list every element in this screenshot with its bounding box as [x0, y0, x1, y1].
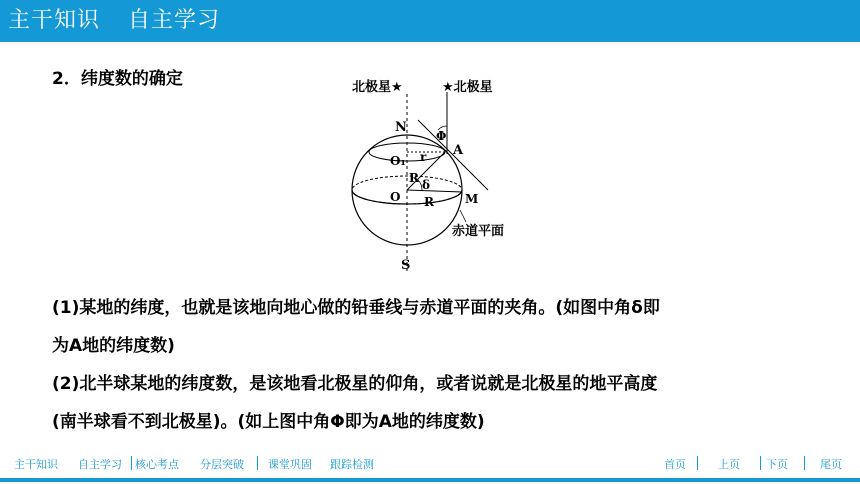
pager-divider: [697, 456, 698, 470]
globe-diagram: [340, 72, 540, 282]
label-O1: O₁: [390, 154, 406, 168]
label-N: N: [395, 120, 407, 135]
footer-nav-main-knowledge[interactable]: 主干知识: [14, 458, 58, 471]
header-bar: [0, 0, 860, 42]
label-R-top: R: [409, 171, 419, 185]
header-title-right: 自主学习: [128, 8, 221, 33]
label-delta: δ: [422, 178, 431, 192]
label-phi: Φ: [436, 129, 447, 143]
label-star-right: ★北极星: [442, 80, 493, 95]
label-star-left: 北极星★: [352, 80, 403, 95]
label-M: M: [465, 192, 479, 206]
label-r: r: [420, 150, 427, 164]
label-A: A: [453, 143, 464, 158]
label-R-bottom: R: [424, 195, 434, 209]
footer-nav-class-consolidation[interactable]: 课堂巩固: [268, 458, 312, 471]
footer-nav-self-study[interactable]: 自主学习: [78, 458, 122, 471]
footer-nav-follow-up-test[interactable]: 跟踪检测: [330, 458, 374, 471]
equator-plane-leader: [460, 210, 466, 222]
label-O: O: [390, 190, 401, 204]
paragraph-1-line-2: 为A地的纬度数): [52, 336, 175, 356]
pager-divider: [760, 456, 761, 470]
footer-nav-layered-breakthrough[interactable]: 分层突破: [200, 458, 244, 471]
label-S: S: [401, 258, 411, 273]
footer-accent-line: [0, 478, 860, 482]
section-heading: 2．纬度数的确定: [52, 69, 183, 89]
paragraph-1-line-1: (1)某地的纬度，也就是该地向地心做的铅垂线与赤道平面的夹角。(如图中角δ即: [52, 298, 660, 318]
pager-first-page[interactable]: 首页: [664, 458, 686, 471]
equator-radius: [407, 190, 462, 192]
paragraph-2-line-1: (2)北半球某地的纬度数，是该地看北极星的仰角，或者说就是北极星的地平高度: [52, 374, 658, 394]
label-equator-plane: 赤道平面: [452, 224, 505, 239]
paragraph-2-line-2: (南半球看不到北极星)。(如上图中角Φ即为A地的纬度数): [52, 412, 485, 432]
pager-last-page[interactable]: 尾页: [820, 458, 842, 471]
footer-divider: [131, 456, 132, 470]
footer-divider: [257, 456, 258, 470]
footer: [0, 450, 860, 484]
header-title-left: 主干知识: [8, 8, 101, 33]
pager-divider: [804, 456, 805, 470]
footer-nav-core-points[interactable]: 核心考点: [135, 458, 179, 471]
pager-next-page[interactable]: 下页: [766, 458, 788, 471]
pager-prev-page[interactable]: 上页: [718, 458, 740, 471]
